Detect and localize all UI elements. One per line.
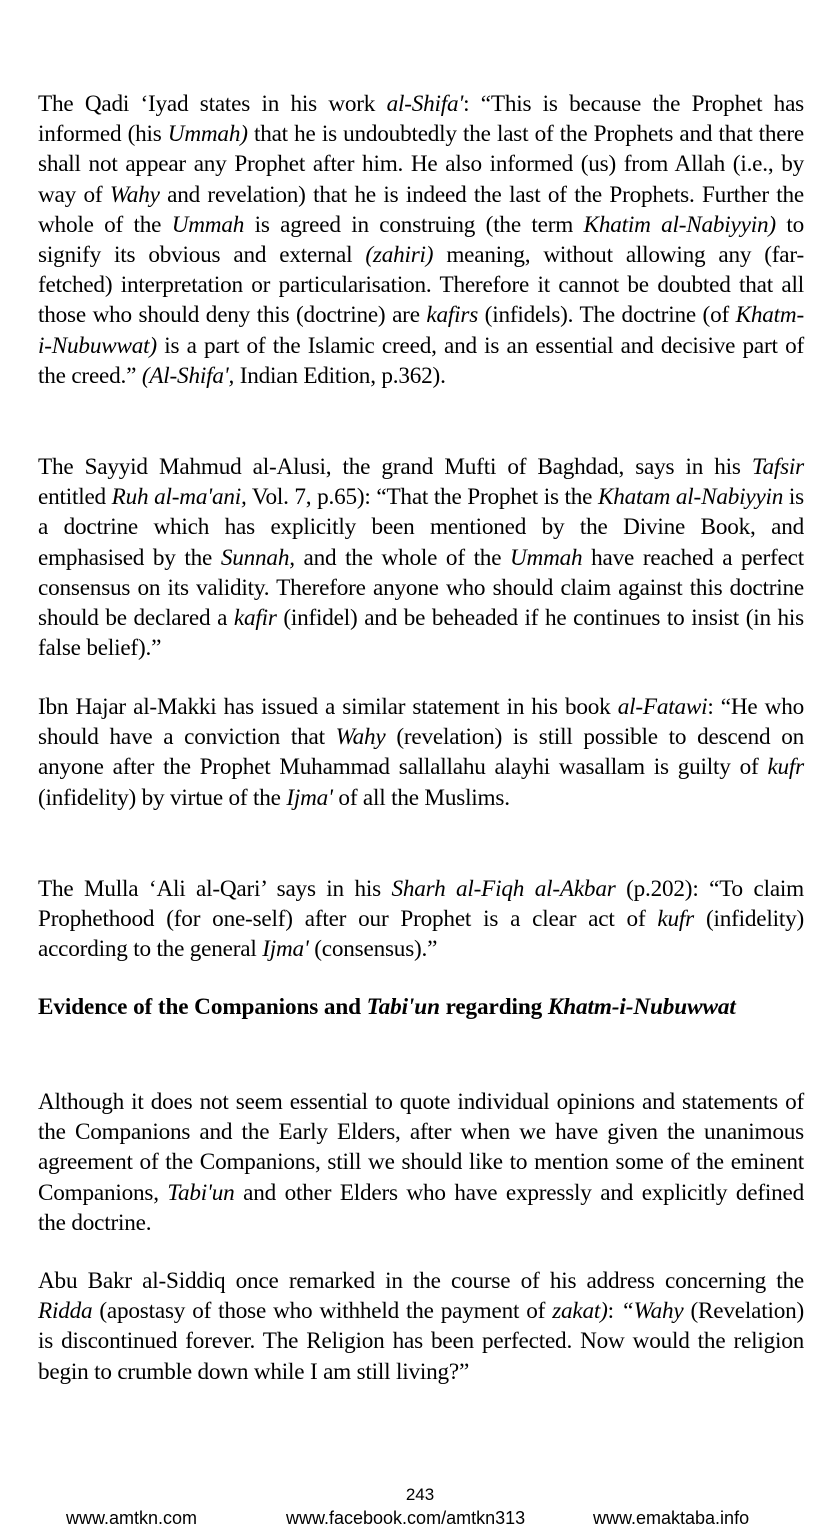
footer-link-facebook[interactable]: www.facebook.com/amtkn313 <box>286 1508 526 1528</box>
paragraph-alusi <box>38 452 804 663</box>
text-run: (infidelity) by virtue of the <box>38 784 287 811</box>
italic-term: al-Shifa' <box>386 91 464 117</box>
text-run: is a part of the Islamic creed, and is an essential and decisive part of the creed.” <box>38 332 804 389</box>
text-run: (infidel) and be beheaded if he continues to insist (in his false belief).” <box>38 605 804 662</box>
text-run: Ibn Hajar al-Makki has issued a similar statement in his book <box>38 694 618 720</box>
italic-term: Wahy <box>335 724 386 751</box>
italic-term: Ruh al-ma'ani, <box>111 484 247 511</box>
italic-term: Khatm-i-Nubuwwat) <box>38 302 804 359</box>
text-run: (apostasy of those who withheld the payment of <box>92 1298 553 1325</box>
italic-term: Tafsir <box>751 454 804 480</box>
paragraph-abu-bakr <box>38 1266 804 1387</box>
footer-link-amtkn[interactable]: www.amtkn.com <box>66 1508 198 1528</box>
text-run: to signify its obvious and external <box>38 211 805 269</box>
page-number: 243 <box>405 1485 435 1504</box>
italic-term: Ummah <box>510 544 583 571</box>
footer-link-emaktaba[interactable]: www.emaktaba.info <box>593 1508 750 1528</box>
footer-links <box>0 1508 840 1532</box>
italic-term: Ummah <box>171 211 245 238</box>
text-run: (p.202): “To claim Prophethood (for one-self) after our Prophet is a clear act of <box>38 876 804 933</box>
text-run: and the whole of the <box>294 544 511 571</box>
text-run: (infidels). The doctrine (of <box>478 302 736 329</box>
text-run: : “He who should have a conviction that <box>38 694 804 751</box>
text-run: : “This is because the Prophet has informed (his <box>38 91 804 148</box>
text-run: Abu Bakr al-Siddiq once remarked in the course of his address concerning the <box>38 1268 804 1294</box>
italic-term: (zahiri) <box>365 242 434 269</box>
italic-term: kufr <box>767 754 804 781</box>
italic-term: kafir <box>233 605 277 632</box>
text-run: meaning, without allowing any (far-fetched) interpretation or particularisation. Therefore it cannot be doubted that all those who should deny this (doctrine) are <box>38 242 804 329</box>
text-run: The Qadi ‘Iyad states in his work <box>38 91 387 117</box>
italic-term: Tabi'un <box>167 1179 235 1206</box>
text-run: (revelation) is still possible to descend on anyone after the Prophet Muhammad sallallahu alayhi wasallam is guilty of <box>38 724 804 781</box>
text-run: (Revelation) is discontinued forever. The Religion has been perfected. Now would the religion begin to crumble down while I am still living?” <box>38 1298 804 1385</box>
italic-term: Tabi'un <box>366 994 440 1020</box>
italic-term: Khatam al-Nabiyyin <box>597 484 784 511</box>
italic-term: Sunnah, <box>220 544 295 571</box>
text-run: Indian Edition, p.362). <box>234 362 446 389</box>
italic-term: Khatim al-Nabiyyin) <box>583 211 776 238</box>
italic-term: kafirs <box>426 302 479 329</box>
italic-term: Ridda <box>38 1298 93 1325</box>
italic-term: Ijma' <box>286 784 333 811</box>
italic-term: Sharh al-Fiqh al-Akbar <box>391 876 616 902</box>
text-run: (infidelity) according to the general <box>38 906 804 963</box>
text-run: (consensus).” <box>308 936 438 963</box>
text-run: and other Elders who have expressly and explicitly defined the doctrine. <box>38 1179 804 1236</box>
text-run: and revelation) that he is indeed the last of the Prophets. Further the whole of the <box>38 181 804 238</box>
section-heading <box>38 992 804 1022</box>
paragraph-companions-intro <box>38 1087 804 1238</box>
paragraph-qadi-iyad <box>38 89 804 391</box>
italic-term: “Wahy <box>620 1298 684 1325</box>
text-run: : <box>607 1298 621 1325</box>
text-run: Evidence of the Companions and <box>38 994 367 1020</box>
italic-term: Wahy <box>109 181 160 208</box>
italic-term: al-Fatawi <box>617 694 708 720</box>
text-run: The Mulla ‘Ali al-Qari’ says in his <box>38 876 392 902</box>
paragraph-mulla-ali-qari <box>38 874 804 965</box>
text-run: is agreed in construing (the term <box>244 211 584 238</box>
text-run: that he is undoubtedly the last of the Prophets and that there shall not appear any Prophet after him. He also informed (us) from Allah (i.e., by way of <box>38 121 804 208</box>
text-run: The Sayyid Mahmud al-Alusi, the grand Mufti of Baghdad, says in his <box>38 454 752 480</box>
italic-term: zakat) <box>552 1298 608 1325</box>
text-run: have reached a perfect consensus on its validity. Therefore anyone who should claim against this doctrine should be declared a <box>38 544 804 632</box>
paragraph-ibn-hajar <box>38 692 804 813</box>
text-run: Vol. 7, p.65): “That the Prophet is the <box>246 484 598 511</box>
text-run: regarding <box>439 994 548 1020</box>
italic-term: kufr <box>657 906 694 933</box>
italic-term: (Al-Shifa', <box>141 362 235 389</box>
text-run: of all the Muslims. <box>332 784 510 811</box>
text-run: entitled <box>38 484 112 511</box>
italic-term: Khatm-i-Nubuwwat <box>547 994 736 1020</box>
text-run: Although it does not seem essential to quote individual opinions and statements of the Companions and the Early Elders, after when we have given the unanimous agreement of the Companions, still we should like to mention some of the eminent Companions, <box>38 1089 804 1206</box>
italic-term: Ummah) <box>167 121 248 148</box>
text-run: is a doctrine which has explicitly been mentioned by the Divine Book, and emphasised by the <box>38 484 804 571</box>
italic-term: Ijma' <box>262 936 309 963</box>
